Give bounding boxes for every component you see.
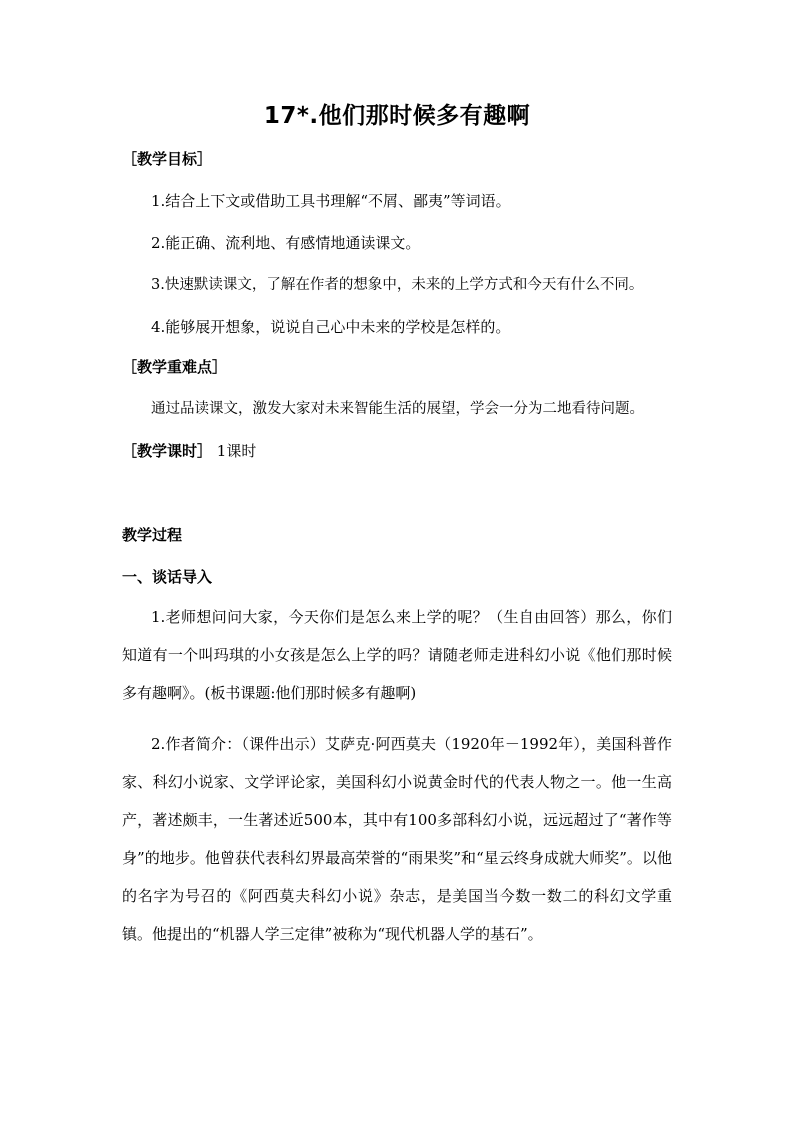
- section1-heading: 一、谈话导入: [122, 568, 213, 586]
- hours-value: 1课时: [216, 442, 257, 460]
- process-heading: 教学过程: [122, 526, 183, 544]
- objective-item-2: 2.能正确、流利地、有感情地通读课文。: [151, 234, 421, 252]
- objective-item-1: 1.结合上下文或借助工具书理解“不屑、鄙夷”等词语。: [151, 192, 511, 210]
- key-points-text: 通过品读课文，激发大家对未来智能生活的展望，学会一分为二地看待问题。: [151, 401, 644, 417]
- hours-line: [122, 440, 256, 462]
- key-points-heading: ［教学重难点］: [122, 358, 228, 376]
- section1-paragraph-2: 2.作者简介：（课件出示）艾萨克·阿西莫夫（1920年－1992年），美国科普作家、科幻小说家、文学评论家，美国科幻小说黄金时代的代表人物之一。他一生高产，著述颇丰，一生著述近500本，其中有100多部科幻小说，远远超过了“著作等身”的地步。他曾获代表科幻界最高荣誉的“雨果奖”和“星云终身成就大师奖”。以他的名字为号召的《阿西莫夫科幻小说》杂志，是美国当今数一数二的科幻文学重镇。他提出的“机器人学三定律”被称为“现代机器人学的基石”。: [122, 735, 672, 943]
- objectives-heading: ［教学目标］: [122, 150, 213, 168]
- section1-paragraph-1: 1.老师想问问大家，今天你们是怎么来上学的呢？（生自由回答）那么，你们知道有一个叫玛琪的小女孩是怎么上学的吗？请随老师走进科幻小说《他们那时候多有趣啊》。(板书课题:他们那时候多有趣啊): [122, 608, 672, 702]
- objective-item-4: 4.能够展开想象，说说自己心中未来的学校是怎样的。: [151, 318, 511, 336]
- objective-item-3: 3.快速默读课文，了解在作者的想象中，未来的上学方式和今天有什么不同。: [151, 277, 644, 293]
- document-title: 17*.他们那时候多有趣啊: [263, 103, 531, 129]
- hours-heading: ［教学课时］: [122, 442, 213, 460]
